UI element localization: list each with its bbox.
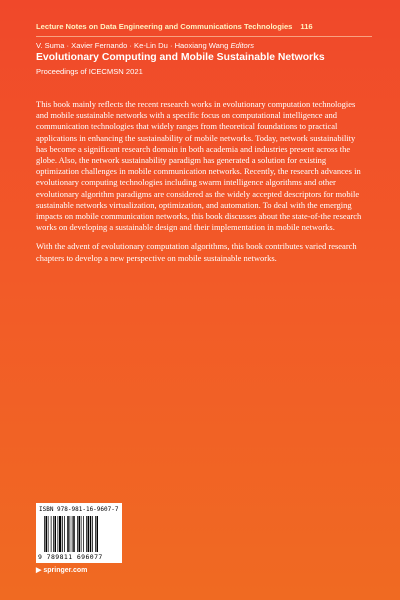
barcode-bar (83, 516, 84, 552)
barcode-bar (92, 516, 93, 552)
barcode-icon (44, 516, 116, 552)
editors-role: Editors (230, 41, 255, 50)
description-paragraph-2: With the advent of evolutionary computation algorithms, this book contributes varied research chapters to develop a new perspective on mobile sustainable networks. (36, 241, 357, 263)
barcode-bar (48, 516, 49, 552)
barcode-bar (95, 516, 96, 552)
barcode-bar (59, 516, 61, 552)
barcode-bar (44, 516, 45, 552)
barcode-bar (55, 516, 57, 552)
barcode-bar (86, 516, 87, 552)
barcode-bar (46, 516, 48, 552)
barcode-bar (90, 516, 92, 552)
barcode-bar (64, 516, 65, 552)
barcode-bar (70, 516, 71, 552)
description-paragraph-1: This book mainly reflects the recent research works in evolutionary computation technologies and mobile sustainable networks with a specific focus on computational intelligence and communication technologies that widely ranges from theoretical foundations to practical applications in enhancing the sustainability of mobile networks. Today, network sustainability has become a significant research domain in both academia and industries present across the globe. Also, the network sustainability paradigm has generated a solution for existing optimization challenges in mobile communication networks. Recently, the research advances in evolutionary computing technologies including swarm intelligence algorithms and other evolutionary algorithm paradigms are considered as the widely accepted descriptors for mobile sustainable networks virtualization, optimization, and automation. To deal with the emerging impacts on mobile communication networks, this book discusses about the state-of-the research works on developing a sustainable design and their implementation in mobile networks. (36, 99, 362, 233)
isbn-barcode-box (36, 503, 122, 563)
barcode-digits: 9 789811 696077 (38, 553, 103, 561)
barcode-bar (73, 516, 75, 552)
barcode-bar (97, 516, 99, 552)
barcode-bar (79, 516, 81, 552)
barcode-bar (72, 516, 73, 552)
publisher-link[interactable] (36, 566, 87, 574)
description-text (36, 99, 366, 272)
barcode-bar (53, 516, 54, 552)
barcode-bar (51, 516, 52, 552)
barcode-bar (62, 516, 63, 552)
series-header (36, 22, 372, 31)
book-subtitle: Proceedings of ICECMSN 2021 (36, 67, 143, 76)
barcode-bar (88, 516, 90, 552)
header-divider (36, 36, 372, 37)
arrow-right-icon: ▶ (36, 567, 42, 574)
series-volume: 116 (300, 22, 313, 31)
barcode-bar (58, 516, 59, 552)
editor-names: V. Suma · Xavier Fernando · Ke-Lin Du · Haoxiang Wang (36, 41, 229, 50)
barcode-bar (77, 516, 78, 552)
editors-line (36, 41, 254, 50)
barcode-bar (81, 516, 82, 552)
book-title: Evolutionary Computing and Mobile Sustainable Networks (36, 52, 325, 63)
publisher-url: springer.com (43, 567, 88, 574)
barcode-bar (67, 516, 69, 552)
isbn-label: ISBN 978-981-16-9607-7 (39, 506, 119, 513)
series-name: Lecture Notes on Data Engineering and Communications Technologies (36, 22, 293, 31)
